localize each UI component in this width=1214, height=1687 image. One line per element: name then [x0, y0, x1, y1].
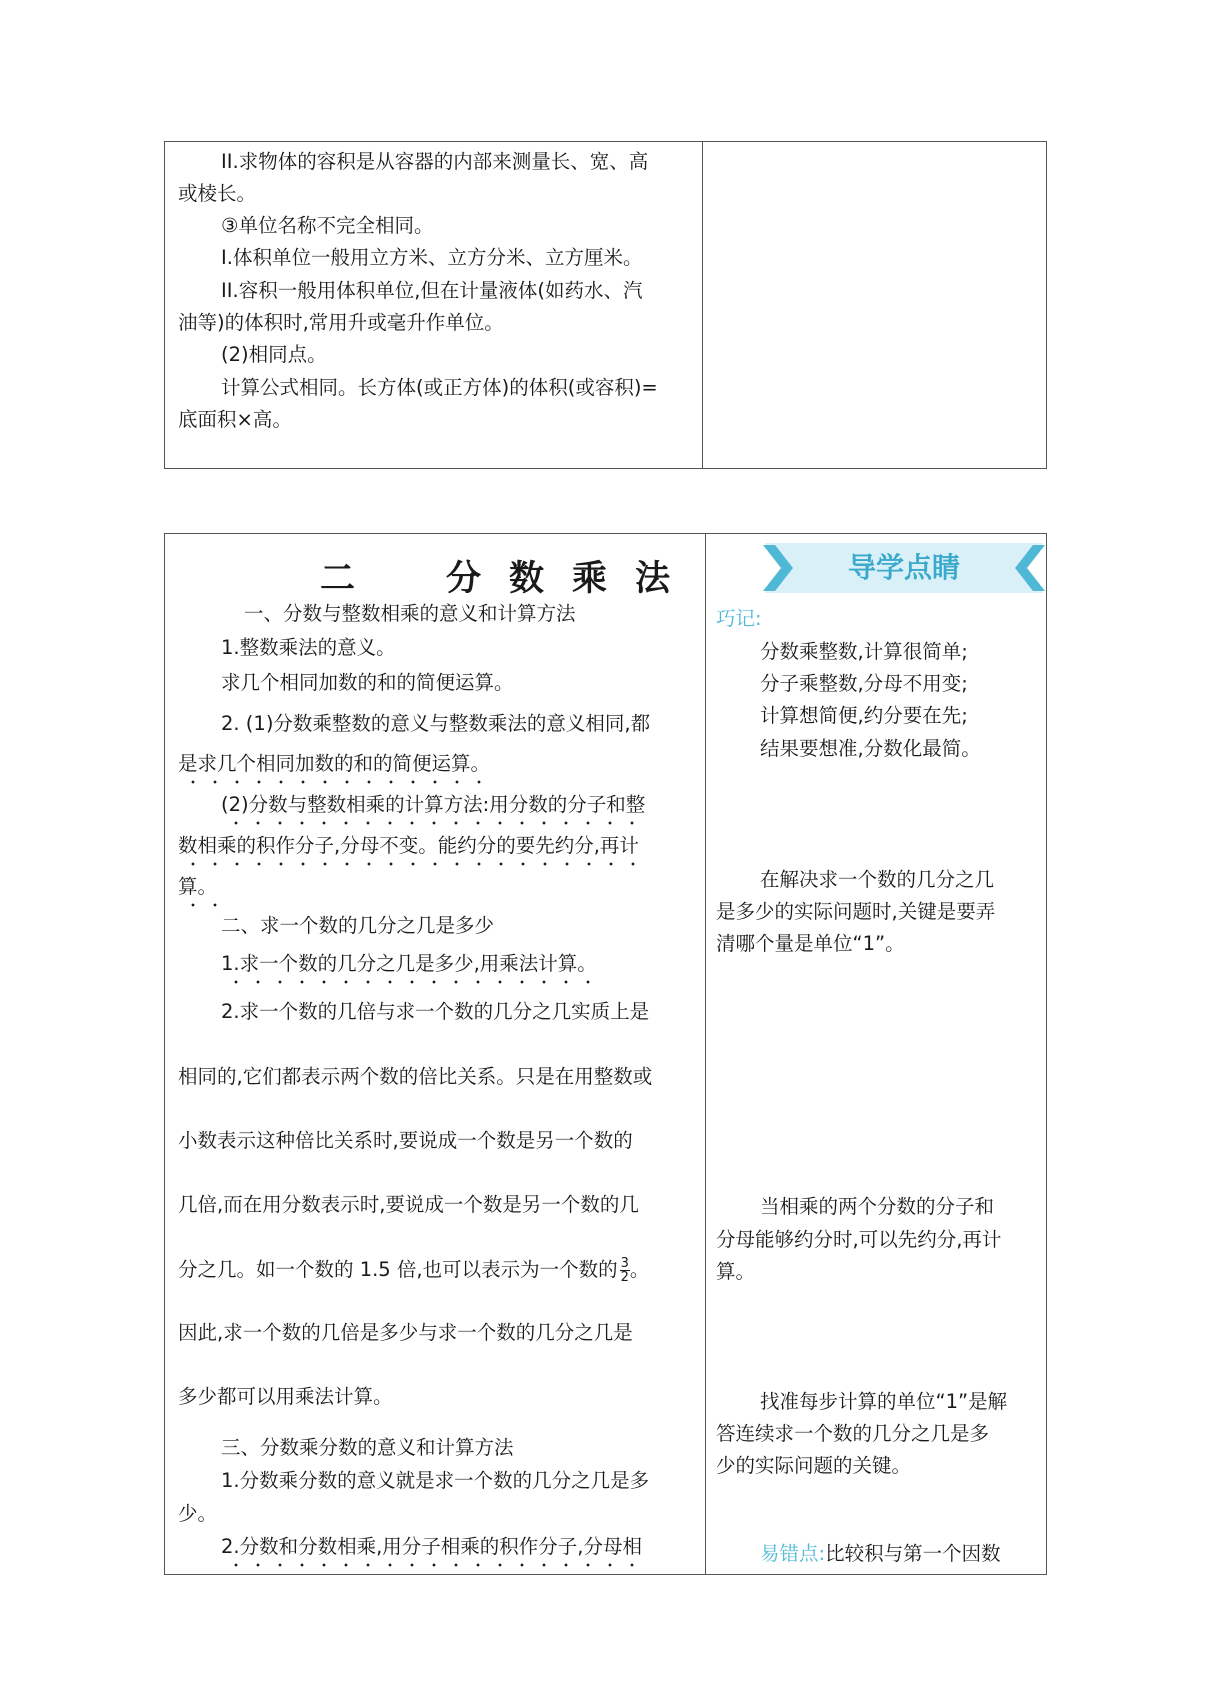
t1-line: 或棱长。	[178, 182, 257, 205]
emphasized-line: 算。	[178, 875, 217, 908]
t1-line: II.容积一般用体积单位,但在计量液体(如药水、汽	[221, 279, 643, 302]
emphasized-line: 2.分数和分数相乘,用分子相乘的积作分子,分母相	[221, 1535, 642, 1568]
tip-line: 算。	[716, 1260, 756, 1283]
text-line: 2.求一个数的几倍与求一个数的几分之几实质上是	[221, 1000, 650, 1023]
rhyme-line: 分数乘整数,计算很简单;	[760, 640, 968, 663]
rhyme-line: 分子乘整数,分母不用变;	[760, 672, 968, 695]
t1-line: 计算公式相同。长方体(或正方体)的体积(或容积)=	[221, 376, 658, 399]
tip-line: 清哪个量是单位“1”。	[716, 932, 905, 955]
chapter-title: 二 分数乘法	[320, 559, 699, 599]
emphasized-line: 数相乘的积作分子,分母不变。能约分的要先约分,再计	[178, 834, 639, 867]
table-1	[164, 141, 1047, 469]
table-2-divider	[705, 533, 706, 1575]
t1-line: 底面积×高。	[178, 408, 292, 431]
t1-line: I.体积单位一般用立方米、立方分米、立方厘米。	[221, 246, 643, 269]
t1-line: (2)相同点。	[221, 343, 327, 366]
rhyme-line: 结果要想准,分数化最简。	[760, 737, 981, 760]
emphasized-line: 是求几个相同加数的和的简便运算。	[178, 752, 490, 785]
text-line: 小数表示这种倍比关系时,要说成一个数是另一个数的	[178, 1129, 633, 1152]
tip-line: 少的实际问题的关键。	[716, 1454, 912, 1477]
text-line: 2. (1)分数乘整数的意义与整数乘法的意义相同,都	[221, 712, 651, 735]
t1-line: 油等)的体积时,常用升或毫升作单位。	[178, 311, 504, 334]
rhyme-line: 计算想简便,约分要在先;	[760, 704, 968, 727]
tip-line: 当相乘的两个分数的分子和	[760, 1195, 995, 1218]
tip-line: 分母能够约分时,可以先约分,再计	[716, 1228, 1002, 1251]
tip-line: 答连续求一个数的几分之几是多	[716, 1422, 990, 1445]
section-heading: 一、分数与整数相乘的意义和计算方法	[244, 602, 576, 625]
fraction-denominator: 2	[620, 1270, 629, 1285]
text-segment: 。	[629, 1258, 650, 1281]
text-line: 少。	[178, 1502, 218, 1525]
text-segment: 分之几。如一个数的 1.5 倍,也可以表示为一个数的	[178, 1258, 618, 1281]
text-line: 多少都可以用乘法计算。	[178, 1385, 393, 1408]
emphasized-line: 1.求一个数的几分之几是多少,用乘法计算。	[221, 952, 597, 985]
text-line: 1.分数乘分数的意义就是求一个数的几分之几是多	[221, 1469, 650, 1492]
t1-line: ③单位名称不完全相同。	[221, 214, 434, 237]
tip-text: 比较积与第一个因数	[825, 1542, 1001, 1565]
text-line: 因此,求一个数的几倍是多少与求一个数的几分之几是	[178, 1321, 633, 1344]
banner-label: 导学点睛	[847, 551, 960, 584]
text-line: 相同的,它们都表示两个数的倍比关系。只是在用整数或	[178, 1065, 653, 1088]
label-mistake: 易错点:	[760, 1542, 826, 1565]
t1-line: II.求物体的容积是从容器的内部来测量长、宽、高	[221, 150, 649, 173]
tip-line: 在解决求一个数的几分之几	[760, 868, 995, 891]
tip-line: 是多少的实际问题时,关键是要弄	[716, 900, 996, 923]
label-tip: 巧记:	[716, 607, 762, 630]
table-1-divider	[702, 141, 703, 469]
text-line: 1.整数乘法的意义。	[221, 636, 396, 659]
section-heading: 三、分数乘分数的意义和计算方法	[221, 1436, 514, 1459]
fraction	[620, 1257, 630, 1284]
text-line: 求几个相同加数的和的简便运算。	[221, 671, 514, 694]
text-line: 几倍,而在用分数表示时,要说成一个数是另一个数的几	[178, 1193, 639, 1216]
text-line	[178, 1257, 649, 1284]
tip-line: 找准每步计算的单位“1”是解	[760, 1390, 1008, 1413]
emphasized-line: (2)分数与整数相乘的计算方法:用分数的分子和整	[221, 793, 645, 826]
fraction-numerator: 3	[620, 1256, 629, 1271]
section-heading: 二、求一个数的几分之几是多少	[221, 914, 495, 937]
tip-line	[760, 1542, 1001, 1566]
